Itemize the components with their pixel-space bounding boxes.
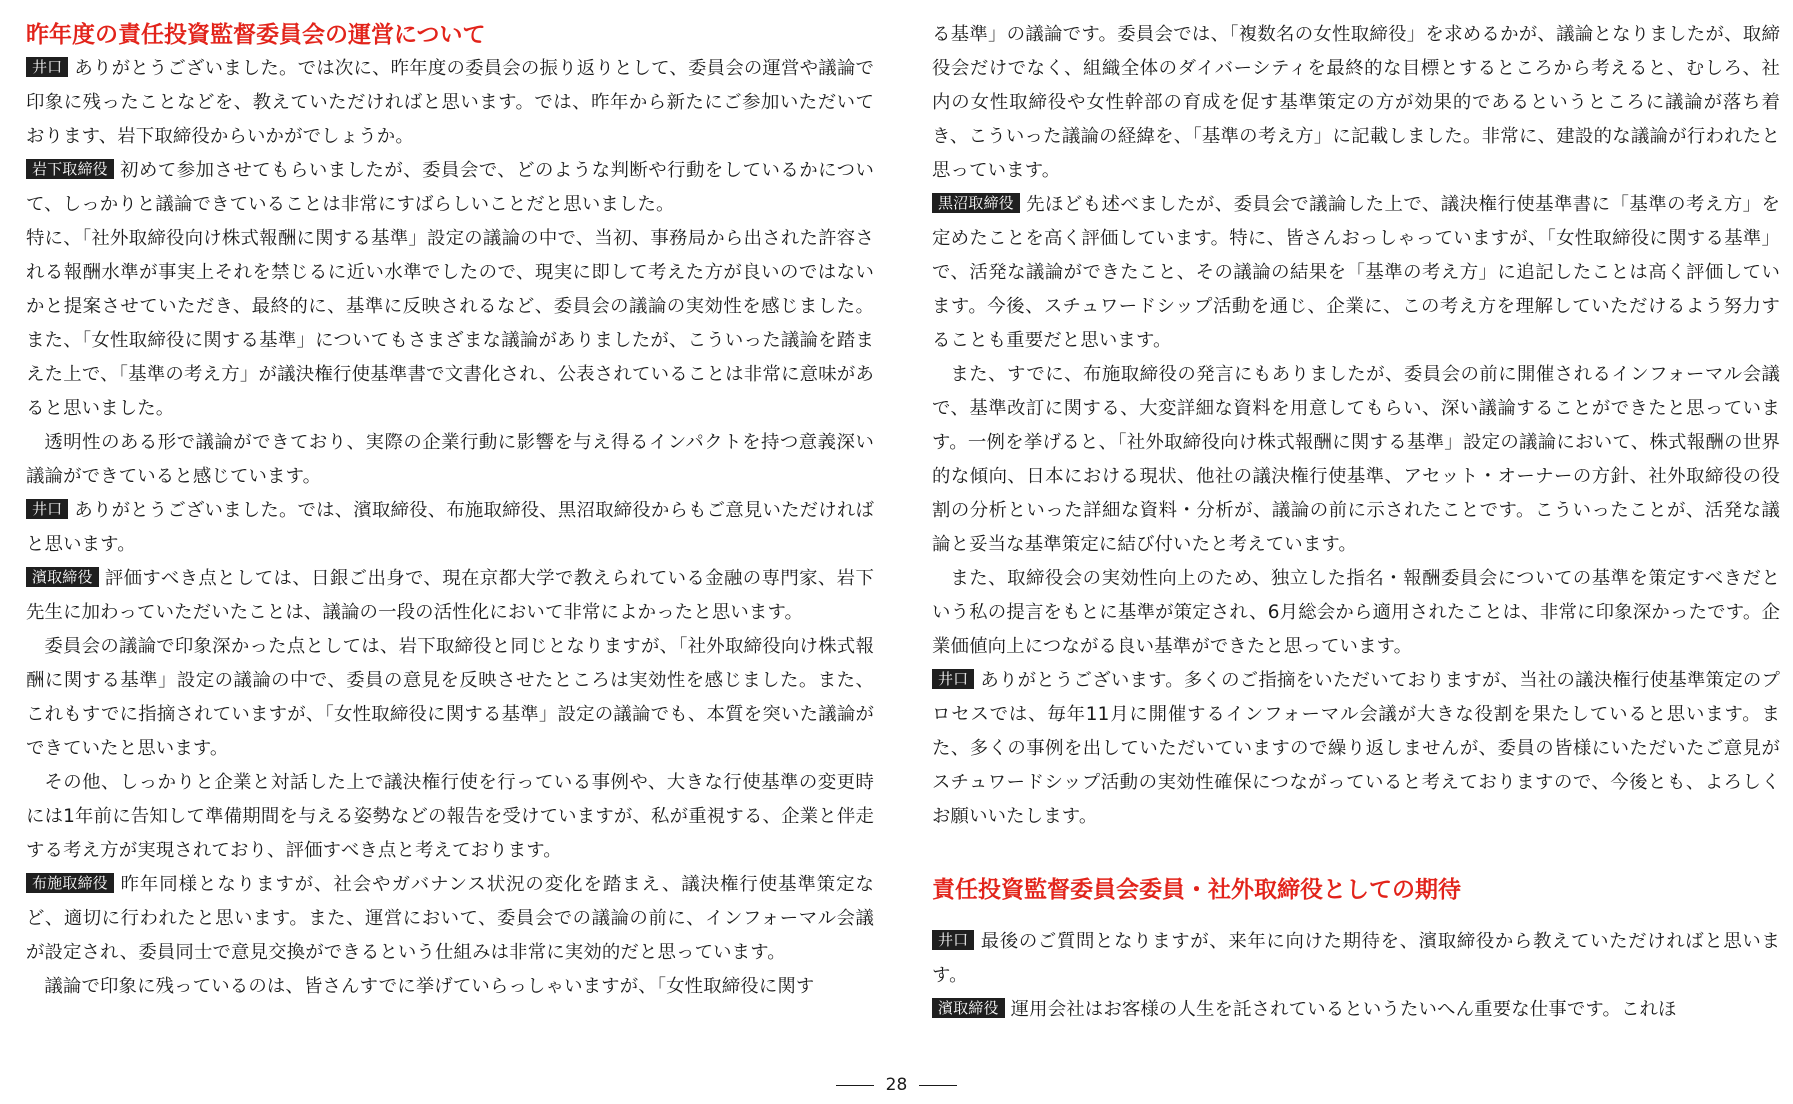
- paragraph: [932, 18, 1780, 188]
- speaker-tag: 岩下取締役: [26, 159, 114, 179]
- paragraph: [26, 154, 874, 222]
- paragraph-text: 委員会の議論で印象深かった点としては、岩下取締役と同じとなりますが、「社外取締役向け株式報酬に関する基準」設定の議論の中で、委員の意見を反映させたところは実効性を感じました。また、これもすでに指摘されていますが、「女性取締役に関する基準」設定の議論でも、本質を突いた議論ができていたと思います。: [26, 636, 874, 759]
- paragraph: [26, 970, 874, 1004]
- speaker-tag: 井口: [26, 57, 68, 77]
- paragraph-text: ありがとうございました。では次に、昨年度の委員会の振り返りとして、委員会の運営や議論で印象に残ったことなどを、教えていただければと思います。では、昨年から新たにご参加いただいております、岩下取締役からいかがでしょうか。: [26, 58, 874, 147]
- paragraph: [932, 358, 1780, 562]
- speaker-tag: 井口: [26, 499, 68, 519]
- right-paragraphs-bottom: [932, 925, 1780, 1027]
- paragraph: [932, 562, 1780, 664]
- paragraph-text: る基準」の議論です。委員会では、「複数名の女性取締役」を求めるかが、議論となりましたが、取締役会だけでなく、組織全体のダイバーシティを最終的な目標とするところから考えると、むしろ、社内の女性取締役や女性幹部の育成を促す基準策定の方が効果的であるというところに議論が落ち着き、こういった議論の経緯を、「基準の考え方」に記載しました。非常に、建設的な議論が行われたと思っています。: [932, 24, 1780, 181]
- paragraph: [26, 222, 874, 426]
- paragraph-text: ありがとうございました。では、濱取締役、布施取締役、黒沼取締役からもご意見いただければと思います。: [26, 500, 874, 555]
- paragraph: [26, 630, 874, 766]
- paragraph-text: その他、しっかりと企業と対話した上で議決権行使を行っている事例や、大きな行使基準の変更時には1年前に告知して準備期間を与える姿勢などの報告を受けていますが、私が重視する、企業と伴走する考え方が実現されており、評価すべき点と考えております。: [26, 772, 874, 861]
- section-heading-committee-operation: 昨年度の責任投資監督委員会の運営について: [26, 22, 486, 48]
- paragraph: [26, 868, 874, 970]
- paragraph: [26, 426, 874, 494]
- paragraph-text: 初めて参加させてもらいましたが、委員会で、どのような判断や行動をしているかについて、しっかりと議論できていることは非常にすばらしいことだと思いました。: [26, 160, 874, 215]
- speaker-tag: 布施取締役: [26, 873, 114, 893]
- footer-rule-left: [836, 1085, 874, 1086]
- paragraph-text: 昨年同様となりますが、社会やガバナンス状況の変化を踏まえ、議決権行使基準策定など、適切に行われたと思います。また、運営において、委員会での議論の前に、インフォーマル会議が設定され、委員同士で意見交換ができるという仕組みは非常に実効的だと思っています。: [26, 874, 874, 963]
- footer-rule-right: [919, 1085, 957, 1086]
- paragraph: [26, 494, 874, 562]
- right-paragraphs-top: [932, 18, 1780, 834]
- speaker-tag: 井口: [932, 930, 974, 950]
- paragraph-text: 最後のご質問となりますが、来年に向けた期待を、濱取締役から教えていただければと思います。: [932, 931, 1780, 986]
- page-footer: [0, 1074, 1793, 1096]
- paragraph: [932, 188, 1780, 358]
- paragraph: [26, 52, 874, 154]
- paragraph: [26, 562, 874, 630]
- speaker-tag: 濱取締役: [932, 998, 1005, 1018]
- paragraph: [26, 766, 874, 868]
- paragraph-text: 先ほども述べましたが、委員会で議論した上で、議決権行使基準書に「基準の考え方」を定めたことを高く評価しています。特に、皆さんおっしゃっていますが、「女性取締役に関する基準」で、活発な議論ができたこと、その議論の結果を「基準の考え方」に追記したことは高く評価しています。今後、スチュワードシップ活動を通じ、企業に、この考え方を理解していただけるよう努力することも重要だと思います。: [932, 194, 1780, 351]
- section-heading-expectations: 責任投資監督委員会委員・社外取締役としての期待: [932, 877, 1461, 903]
- speaker-tag: 黒沼取締役: [932, 193, 1020, 213]
- page-number: 28: [885, 1075, 908, 1095]
- paragraph-text: 運用会社はお客様の人生を託されているというたいへん重要な仕事です。これほ: [1010, 999, 1677, 1020]
- right-column: [932, 18, 1780, 1027]
- paragraph-text: 特に、「社外取締役向け株式報酬に関する基準」設定の議論の中で、当初、事務局から出された許容される報酬水準が事実上それを禁じるに近い水準でしたので、現実に即して考えた方が良いのではないかと提案させていただき、最終的に、基準に反映されるなど、委員会の議論の実効性を感じました。また、「女性取締役に関する基準」についてもさまざまな議論がありましたが、こういった議論を踏まえた上で、「基準の考え方」が議決権行使基準書で文書化され、公表されていることは非常に意味があると思いました。: [26, 228, 874, 419]
- paragraph: [932, 664, 1780, 834]
- paragraph-text: また、すでに、布施取締役の発言にもありましたが、委員会の前に開催されるインフォーマル会議で、基準改訂に関する、大変詳細な資料を用意してもらい、深い議論することができたと思っています。一例を挙げると、「社外取締役向け株式報酬に関する基準」設定の議論において、株式報酬の世界的な傾向、日本における現状、他社の議決権行使基準、アセット・オーナーの方針、社外取締役の役割の分析といった詳細な資料・分析が、議論の前に示されたことです。こういったことが、活発な議論と妥当な基準策定に結び付いたと考えています。: [932, 364, 1780, 555]
- speaker-tag: 濱取締役: [26, 567, 99, 587]
- paragraph-text: ありがとうございます。多くのご指摘をいただいておりますが、当社の議決権行使基準策定のプロセスでは、毎年11月に開催するインフォーマル会議が大きな役割を果たしていると思います。また、多くの事例を出していただいていますので繰り返しませんが、委員の皆様にいただいたご意見がスチュワードシップ活動の実効性確保につながっていると考えておりますので、今後とも、よろしくお願いいたします。: [932, 670, 1780, 827]
- paragraph: [932, 925, 1780, 993]
- paragraph-text: 透明性のある形で議論ができており、実際の企業行動に影響を与え得るインパクトを持つ意義深い議論ができていると感じています。: [26, 432, 874, 487]
- paragraph-text: 議論で印象に残っているのは、皆さんすでに挙げていらっしゃいますが、「女性取締役に関す: [44, 976, 815, 997]
- paragraph-text: また、取締役会の実効性向上のため、独立した指名・報酬委員会についての基準を策定すべきだという私の提言をもとに基準が策定され、6月総会から適用されたことは、非常に印象深かったです。企業価値向上につながる良い基準ができたと思っています。: [932, 568, 1780, 657]
- paragraph-text: 評価すべき点としては、日銀ご出身で、現在京都大学で教えられている金融の専門家、岩下先生に加わっていただいたことは、議論の一段の活性化において非常によかったと思います。: [26, 568, 874, 623]
- left-paragraphs: [26, 52, 874, 1004]
- speaker-tag: 井口: [932, 669, 974, 689]
- left-column: [26, 18, 874, 1004]
- paragraph: [932, 993, 1780, 1027]
